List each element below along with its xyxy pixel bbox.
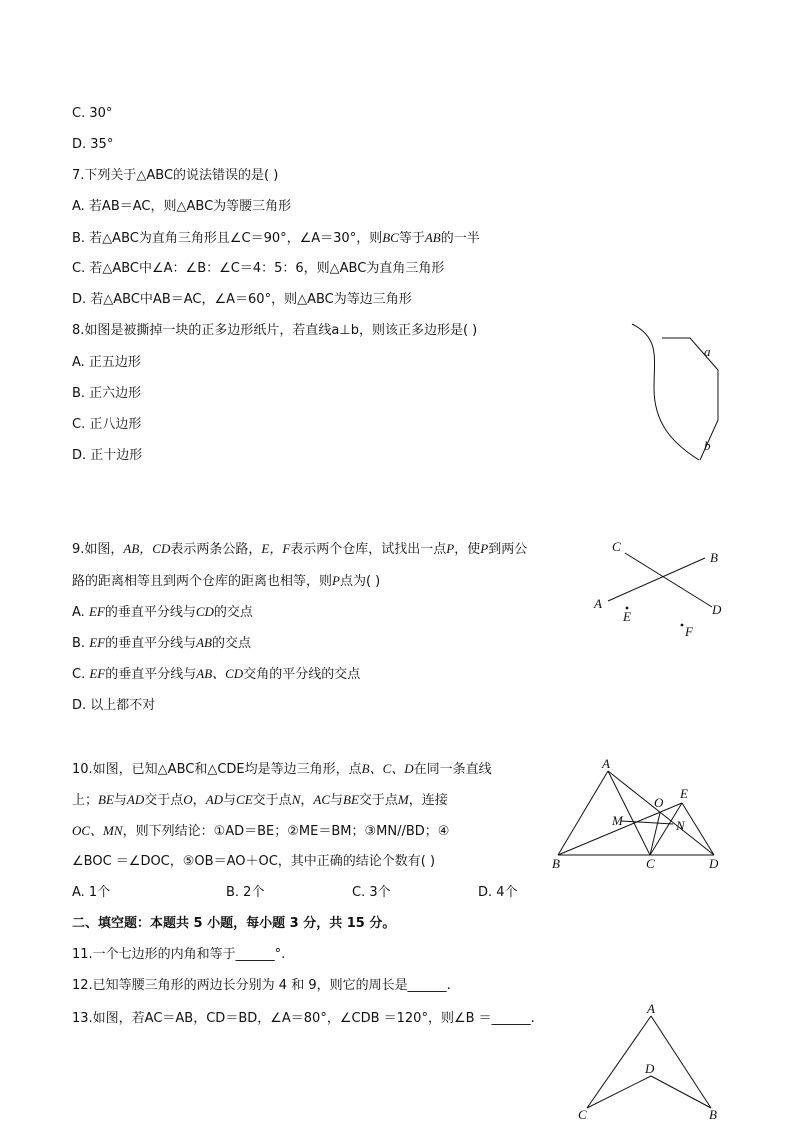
line-be xyxy=(558,803,682,855)
q9-option-d: D. 以上都不对 xyxy=(72,698,156,713)
q7-option-d: D. 若△ABC中AB＝AC，∠A＝60°，则△ABC为等边三角形 xyxy=(72,292,412,307)
q9-text-3: 表示两个仓库，试找出一点 xyxy=(290,542,447,557)
q10-figure xyxy=(548,755,728,873)
q9-text-4: ，使 xyxy=(454,542,481,557)
var-ce: CE xyxy=(236,792,253,807)
var-cd: CD xyxy=(195,604,214,619)
q9b-prefix: B. xyxy=(72,636,90,651)
q9-stem-line2 xyxy=(72,572,380,591)
var-ef-3: EF xyxy=(89,666,106,681)
var-o: O xyxy=(183,792,193,807)
label-c: C xyxy=(578,1107,587,1122)
q8-option-b: B. 正六边形 xyxy=(72,386,142,401)
label-e: E xyxy=(623,609,631,624)
q8-figure xyxy=(620,318,730,466)
q7b-text-1: B. 若△ABC为直角三角形且∠C＝90°，∠A＝30°，则 xyxy=(72,231,383,246)
line-ab xyxy=(558,771,608,855)
q6-option-d: D. 35° xyxy=(72,137,114,152)
q9-text-7: 点为( ) xyxy=(339,574,381,589)
q8-stem: 8.如图是被撕掉一块的正多边形纸片，若直线a⊥b，则该正多边形是( ) xyxy=(72,323,478,338)
q9a-tail: 的交点 xyxy=(213,605,253,620)
line-cd xyxy=(587,1076,651,1108)
var-n: N xyxy=(291,792,301,807)
q10-text-5b: 交于点 xyxy=(252,793,292,808)
q9-text-2: 表示两条公路， xyxy=(170,542,262,557)
q9-option-b xyxy=(72,634,251,653)
q9a-prefix: A. xyxy=(72,605,89,620)
q10-option-b: B. 2个 xyxy=(226,885,265,900)
var-e-f: E，F xyxy=(261,541,291,556)
q7-option-a: A. 若AB＝AC，则△ABC为等腰三角形 xyxy=(72,199,292,214)
line-db xyxy=(651,1076,711,1108)
q7-option-c: C. 若△ABC中∠A：∠B：∠C＝4：5：6，则△ABC为直角三角形 xyxy=(72,261,445,276)
section-2-heading: 二、填空题：本题共 5 小题，每小题 3 分，共 15 分。 xyxy=(72,916,396,931)
q7b-text-2: 等于 xyxy=(398,231,425,246)
q10-stem-line3 xyxy=(72,822,449,841)
line-ab xyxy=(651,1016,711,1108)
var-ac: AC xyxy=(313,792,330,807)
q10-stem-line4: ∠BOC ＝∠DOC，⑤OB＝AO＋OC，其中正确的结论个数有( ) xyxy=(72,854,436,869)
var-bc: BC xyxy=(382,230,399,245)
q9-option-a xyxy=(72,603,253,622)
q8-option-c: C. 正八边形 xyxy=(72,417,142,432)
var-oc-mn: OC、MN xyxy=(72,823,123,838)
q10-stem-line2: 上；BE与AD交于点O，AD与CE交于点N，AC与BE交于点M，连接 xyxy=(72,792,448,808)
line-ed xyxy=(682,803,714,855)
q11: 11.一个七边形的内角和等于______°. xyxy=(72,947,286,962)
q9-text-1: 9.如图， xyxy=(72,542,124,557)
q9b-tail: 的交点 xyxy=(211,636,251,651)
q7-stem: 7.下列关于△ABC的说法错误的是( ) xyxy=(72,168,279,183)
q7-option-b xyxy=(72,229,480,248)
var-ab-2: AB xyxy=(196,635,212,650)
q9-text-5: 到两公 xyxy=(488,542,528,557)
var-ad-2: AD xyxy=(205,792,224,807)
label-o: O xyxy=(654,795,664,810)
q7b-text-3: 的一半 xyxy=(440,231,480,246)
q8-option-a: A. 正五边形 xyxy=(72,355,141,370)
q10-stem-line1 xyxy=(72,760,492,779)
var-p-3: P xyxy=(332,573,340,588)
q12: 12.已知等腰三角形的两边长分别为 4 和 9，则它的周长是______. xyxy=(72,978,451,993)
line-mn xyxy=(621,821,673,824)
var-bcd: B、C、D xyxy=(361,761,414,776)
var-ab-cd-2: AB、CD xyxy=(196,666,244,681)
label-a: A xyxy=(647,1001,655,1016)
q10-text-7: ，连接 xyxy=(408,793,448,808)
label-b: B xyxy=(709,1107,717,1122)
var-ab: AB xyxy=(424,230,441,245)
label-a: A xyxy=(602,756,610,771)
label-f: F xyxy=(685,624,693,639)
var-p: P xyxy=(446,541,455,556)
label-a: a xyxy=(704,344,711,359)
label-d: D xyxy=(709,856,719,871)
q10-text-8: ，则下列结论：①AD＝BE；②ME＝BM；③MN//BD；④ xyxy=(122,824,450,839)
q10-text-4b: 与 xyxy=(223,793,237,808)
label-m: M xyxy=(612,813,623,828)
q9c-text-1: 的垂直平分线与 xyxy=(105,667,197,682)
q8-option-d: D. 正十边形 xyxy=(72,448,143,463)
var-ad: AD xyxy=(126,792,145,807)
label-b: b xyxy=(704,438,711,453)
q10-option-d: D. 4个 xyxy=(478,885,518,900)
q6-option-c: C. 30° xyxy=(72,106,113,121)
q9c-text-2: 交角的平分线的交点 xyxy=(243,667,361,682)
label-c: C xyxy=(612,539,621,554)
label-e: E xyxy=(680,786,688,801)
q13: 13.如图，若AC＝AB，CD＝BD，∠A＝80°，∠CDB ＝120°，则∠B ＝______. xyxy=(72,1011,535,1026)
label-b: B xyxy=(710,550,718,565)
q9c-prefix: C. xyxy=(72,667,90,682)
q10-text-2: 在同一条直线 xyxy=(413,762,492,777)
var-be-2: BE xyxy=(343,792,359,807)
line-ad xyxy=(608,771,714,855)
line-ac xyxy=(587,1016,651,1108)
label-c: C xyxy=(646,856,655,871)
var-ef: EF xyxy=(88,604,105,619)
q10-text-3: 上； xyxy=(72,793,99,808)
q9-text-6: 路的距离相等且到两个仓库的距离也相等，则 xyxy=(72,574,333,589)
var-m: M xyxy=(397,792,409,807)
q10-text-4: 与 xyxy=(113,793,127,808)
q10-option-c: C. 3个 xyxy=(352,885,391,900)
label-a: A xyxy=(594,596,602,611)
var-ef-2: EF xyxy=(89,635,106,650)
q9b-text: 的垂直平分线与 xyxy=(105,636,197,651)
var-p-2: P xyxy=(480,541,489,556)
q9-stem-line1 xyxy=(72,540,527,559)
var-ab-cd: AB，CD xyxy=(123,541,171,556)
q10-text-4c: 与 xyxy=(330,793,344,808)
point-f xyxy=(681,624,684,627)
q10-text-6: 交于点 xyxy=(358,793,398,808)
road-ab xyxy=(608,558,705,601)
label-b: B xyxy=(552,856,560,871)
label-d: D xyxy=(645,1061,655,1076)
q13-figure xyxy=(575,1002,725,1122)
torn-edge xyxy=(632,324,699,460)
q9-figure xyxy=(590,538,730,648)
q10-text-1: 10.如图，已知△ABC和△CDE均是等边三角形，点 xyxy=(72,762,362,777)
q9-option-c xyxy=(72,665,360,684)
q9a-text: 的垂直平分线与 xyxy=(104,605,196,620)
label-d: D xyxy=(712,602,722,617)
label-n: N xyxy=(676,818,685,833)
q10-option-a: A. 1个 xyxy=(72,885,111,900)
line-oc xyxy=(650,813,660,855)
q10-text-5: 交于点 xyxy=(144,793,184,808)
var-be: BE xyxy=(98,792,114,807)
